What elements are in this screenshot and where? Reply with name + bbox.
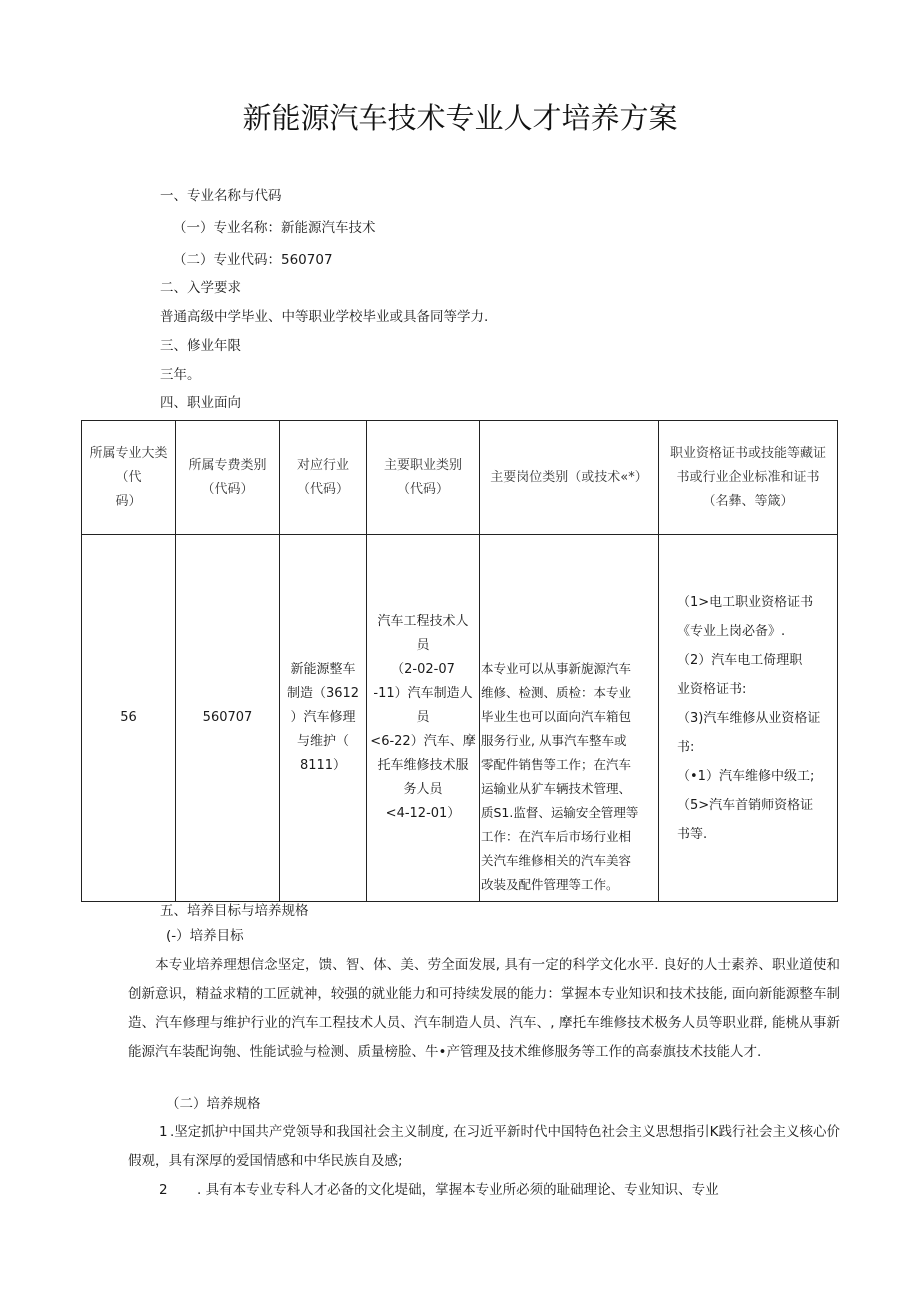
spec-item-2-text: . 具有本专业专科人才必备的文化堤础，掌握本专业所必须的耻础理论、专业知识、专业 — [197, 1182, 719, 1198]
section-3-heading: 三、修业年限 — [160, 338, 241, 354]
section-4-heading: 四、职业面向 — [160, 395, 241, 411]
cell-positions: 本专业可以从事新旎源汽车 维修、检测、质检：本专业 毕业生也可以面向汽车箱包 服务行业, 从事汽车整车或 零配件销售等工作；在汽车 运输业从犷车辆技术管理、 质S1.监督、运输安全管理等 工作：在汽车后市场行业相 关汽车维修相关的汽车美容 改装及配件管理等工作。 — [480, 535, 659, 902]
section-2-heading: 二、入学要求 — [160, 280, 241, 296]
spec-item-1-text: .坚定抓护中国共产党领导和我国社会主义制度, 在习近平新时代中国特色社会主义思想指引K践行社会主义核心价假观，具有深厚的爱国情感和中华民族自及感; — [128, 1124, 840, 1169]
header-positions: 主要岗位类别（或技术«*） — [480, 421, 659, 535]
spec-item-1 — [128, 1118, 840, 1176]
section-1-heading: 一、专业名称与代码 — [160, 188, 282, 204]
spec-item-1-number: 1 — [159, 1124, 168, 1140]
header-major-category: 所属专业大类 （代 码） — [82, 421, 176, 535]
training-goal-heading: (-）培养目标 — [166, 928, 244, 944]
document-title: 新能源汽车技术专业人才培养方案 — [242, 101, 678, 135]
admission-requirement: 普通高级中学毕业、中等职业学校毕业或具备同等学力. — [160, 309, 489, 325]
table-row — [82, 535, 838, 902]
spec-item-2 — [128, 1176, 840, 1205]
header-major-class: 所属专费类别 （代码） — [176, 421, 280, 535]
cell-industry: 新能源整车 制造（3612 ）汽车修理 与维护（ 8111） — [280, 535, 367, 902]
major-name: （一）专业名称：新能源汽车技术 — [173, 220, 376, 236]
career-table — [81, 420, 838, 902]
cell-certificates: （1>电工职业资格证书 《专业上岗必备》. （2）汽车电工倚理职 业资格证书: （3)汽车维修从业资格证 书: （•1）汽车维修中级工; （5>汽车首销师资格证 书等. — [659, 535, 838, 902]
header-certificates: 职业资格证书或技能等藏证 书或行业企业标准和证书 （名彝、等箴） — [659, 421, 838, 535]
training-spec-heading: （二）培养规格 — [166, 1096, 261, 1112]
training-goal-body: 本专业培养理想信念坚定，馈、智、体、美、劳全面发展, 具有一定的科学文化水平. 良好的人士素养、职业道使和创新意识，精益求精的工匠就神，较强的就业能力和可持续发展的能力：掌握本专业知识和技术技能, 面向新能源整车制造、汽车修理与维护行业的汽车工程技术人员、汽车制造人员、汽车、, 摩托车维修技术极务人员等职业群, 能桃从事新能源汽车装配询匏、性能试验与检测、质量榜脸、牛•产管理及技术维修服务等工作的高泰旗技术技能人才. — [128, 957, 840, 1060]
cell-occupation: 汽车工程技术人 员 （2-02-07 -11）汽车制造人 员 <6-22）汽车、摩 托车维修技术服 务人员 <4-12-01） — [367, 535, 480, 902]
table-header-row — [82, 421, 838, 535]
major-code: （二）专业代码：560707 — [173, 252, 333, 268]
cell-major-class: 560707 — [176, 535, 280, 902]
header-occupation: 主要职业类别 （代码） — [367, 421, 480, 535]
training-goal-text — [128, 951, 840, 1067]
header-industry: 对应行业 （代码） — [280, 421, 367, 535]
cell-major-category: 56 — [82, 535, 176, 902]
section-5-heading: 五、培养目标与培养规格 — [160, 903, 309, 919]
study-duration: 三年。 — [160, 367, 201, 383]
spec-item-2-number: 2 — [159, 1182, 168, 1198]
